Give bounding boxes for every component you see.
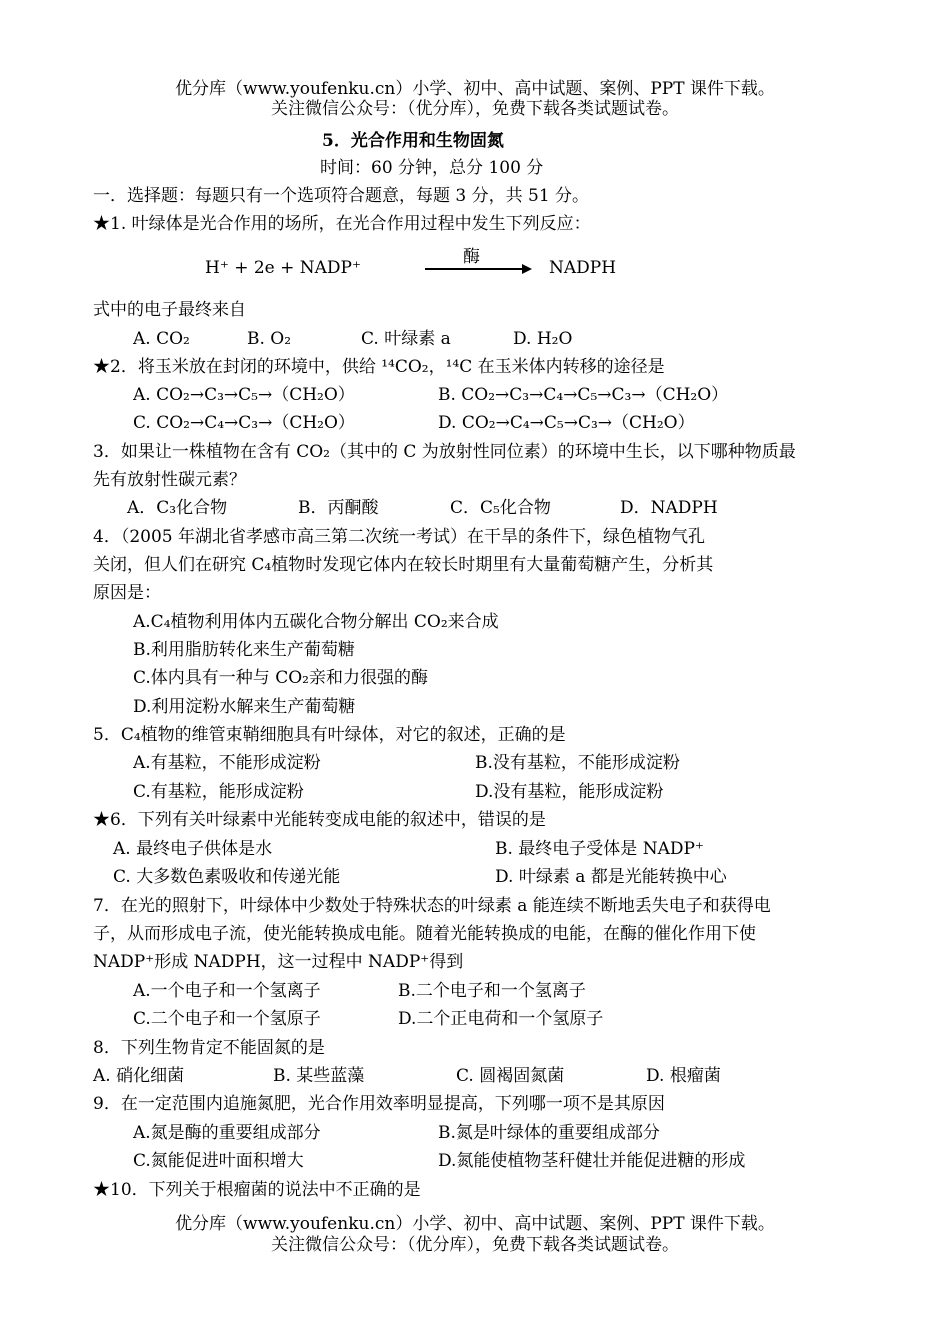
footer-line-2: 关注微信公众号：（优分库），免费下载各类试题试卷。 [271,1235,679,1255]
q1-tail: 式中的电子最终来自 [93,300,246,320]
q4-stem-line-2: 关闭，但人们在研究 C₄植物时发现它体内在较长时期里有大量葡萄糖产生，分析其 [93,555,714,575]
q3-option-c: C．C₅化合物 [450,498,551,518]
q1-stem: ★1. 叶绿体是光合作用的场所，在光合作用过程中发生下列反应： [93,214,591,234]
header-line-1: 优分库（www.youfenku.cn）小学、初中、高中试题、案例、PPT 课件下载。 [175,79,775,99]
q1-equation-left: H⁺ + 2e + NADP⁺ [205,258,361,278]
q4-option-d: D.利用淀粉水解来生产葡萄糖 [133,697,356,717]
q6-option-c: C. 大多数色素吸收和传递光能 [113,867,341,887]
q4-stem-line-1: 4．（2005 年湖北省孝感市高三第二次统一考试）在干旱的条件下，绿色植物气孔 [93,527,705,547]
q3-option-a: A．C₃化合物 [127,498,228,518]
q6-stem: ★6．下列有关叶绿素中光能转变成电能的叙述中，错误的是 [93,810,546,830]
q2-option-a: A. CO₂→C₃→C₅→（CH₂O） [133,385,355,405]
q7-option-a: A.一个电子和一个氢离子 [133,981,321,1001]
q8-option-d: D. 根瘤菌 [646,1066,721,1086]
q6-option-b: B. 最终电子受体是 NADP⁺ [495,839,704,859]
q7-stem-line-1: 7．在光的照射下，叶绿体中少数处于特殊状态的叶绿素 a 能连续不断地丢失电子和获得电 [93,896,771,916]
q9-option-d: D.氮能使植物茎秆健壮并能促进糖的形成 [438,1151,746,1171]
q5-option-b: B.没有基粒，不能形成淀粉 [475,753,680,773]
reaction-arrowhead [522,264,532,274]
q5-option-a: A.有基粒，不能形成淀粉 [133,753,321,773]
q10-stem: ★10．下列关于根瘤菌的说法中不正确的是 [93,1180,421,1200]
q7-option-b: B.二个电子和一个氢离子 [398,981,586,1001]
q8-option-c: C. 圆褐固氮菌 [456,1066,565,1086]
q9-option-c: C.氮能促进叶面积增大 [133,1151,304,1171]
q1-equation-right: NADPH [549,258,617,278]
q9-option-b: B.氮是叶绿体的重要组成部分 [438,1123,660,1143]
page-subtitle: 时间：60 分钟，总分 100 分 [320,158,544,178]
q1-option-a: A. CO₂ [133,329,190,349]
q5-option-d: D.没有基粒，能形成淀粉 [475,782,664,802]
q3-option-d: D．NADPH [620,498,718,518]
q4-option-c: C.体内具有一种与 CO₂亲和力很强的酶 [133,668,428,688]
section-heading: 一．选择题：每题只有一个选项符合题意，每题 3 分，共 51 分。 [93,186,590,206]
q1-option-c: C. 叶绿素 a [361,329,451,349]
q6-option-a: A. 最终电子供体是水 [113,839,273,859]
header-line-2: 关注微信公众号：（优分库），免费下载各类试题试卷。 [271,99,679,119]
q9-option-a: A.氮是酶的重要组成部分 [133,1123,321,1143]
q8-stem: 8．下列生物肯定不能固氮的是 [93,1038,325,1058]
q6-option-d: D. 叶绿素 a 都是光能转换中心 [495,867,727,887]
q7-stem-line-2: 子，从而形成电子流，使光能转换成电能。随着光能转换成的电能，在酶的催化作用下使 [93,924,756,944]
q5-option-c: C.有基粒，能形成淀粉 [133,782,304,802]
q2-stem: ★2．将玉米放在封闭的环境中，供给 ¹⁴CO₂，¹⁴C 在玉米体内转移的途径是 [93,357,665,377]
q8-option-a: A. 硝化细菌 [93,1066,185,1086]
q4-option-a: A.C₄植物利用体内五碳化合物分解出 CO₂来合成 [133,612,499,632]
q8-option-b: B. 某些蓝藻 [273,1066,365,1086]
q1-option-d: D. H₂O [513,329,573,349]
q4-option-b: B.利用脂肪转化来生产葡萄糖 [133,640,355,660]
q4-stem-line-3: 原因是： [93,583,161,603]
q2-option-d: D. CO₂→C₄→C₅→C₃→（CH₂O） [438,413,695,433]
q3-stem-line-1: 3．如果让一株植物在含有 CO₂（其中的 C 为放射性同位素）的环境中生长，以下哪种物质最 [93,442,796,462]
reaction-arrow [425,268,525,270]
q7-stem-line-3: NADP⁺形成 NADPH，这一过程中 NADP⁺得到 [93,952,464,972]
footer-line-1: 优分库（www.youfenku.cn）小学、初中、高中试题、案例、PPT 课件下载。 [175,1214,775,1234]
q5-stem: 5．C₄植物的维管束鞘细胞具有叶绿体，对它的叙述，正确的是 [93,725,566,745]
q1-option-b: B. O₂ [247,329,292,349]
q2-option-b: B. CO₂→C₃→C₄→C₅→C₃→（CH₂O） [438,385,729,405]
q3-stem-line-2: 先有放射性碳元素？ [93,470,246,490]
q9-stem: 9．在一定范围内追施氮肥，光合作用效率明显提高，下列哪一项不是其原因 [93,1094,665,1114]
q3-option-b: B．丙酮酸 [298,498,379,518]
q7-option-c: C.二个电子和一个氢原子 [133,1009,321,1029]
page-title: 5．光合作用和生物固氮 [322,131,504,151]
q1-equation-enzyme: 酶 [463,247,480,267]
q2-option-c: C. CO₂→C₄→C₃→（CH₂O） [133,413,355,433]
q7-option-d: D.二个正电荷和一个氢原子 [398,1009,604,1029]
